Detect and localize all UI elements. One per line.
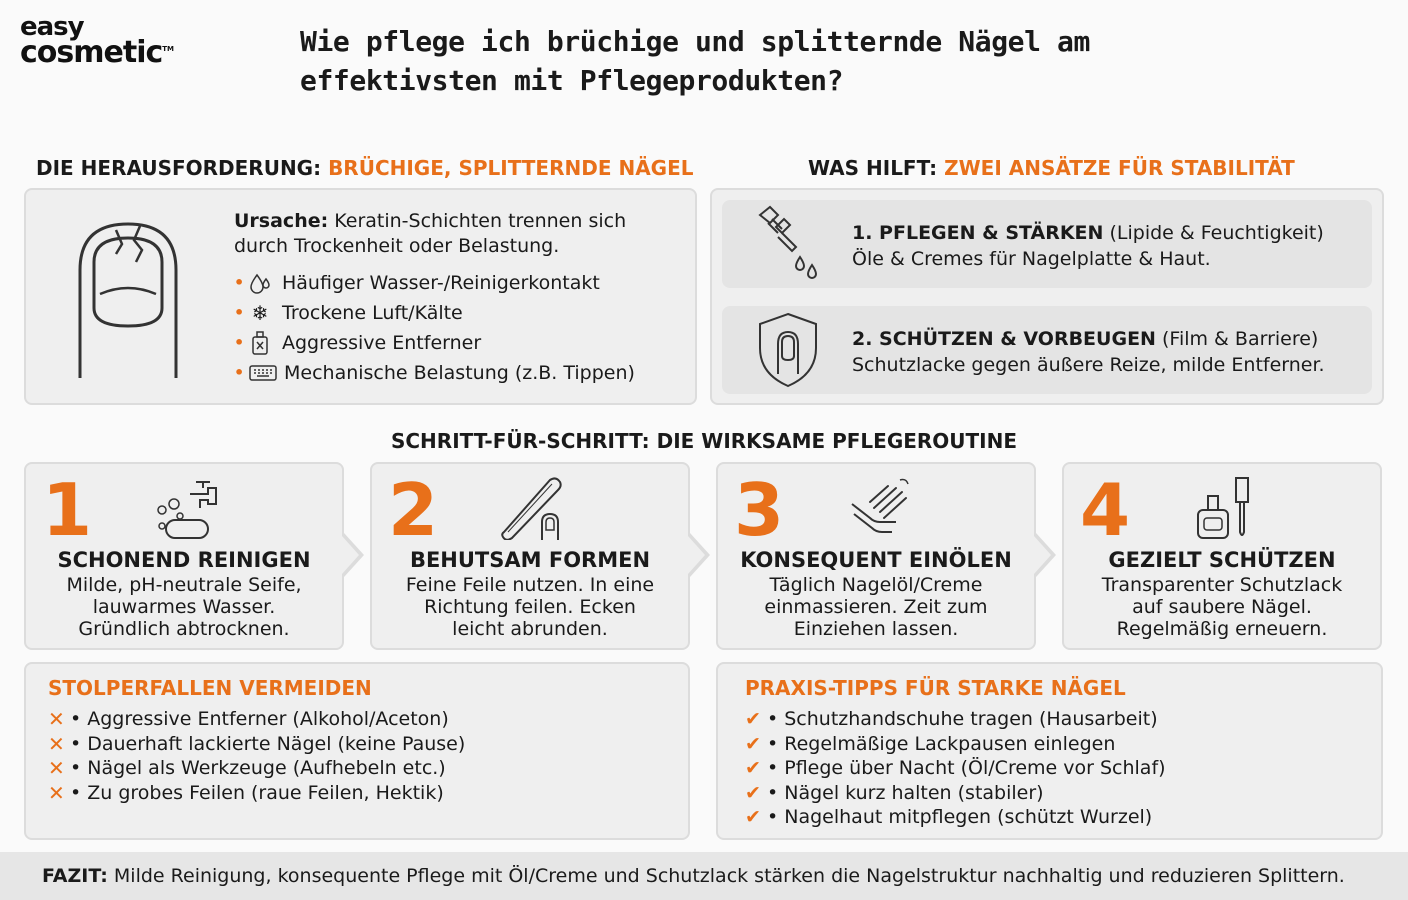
cause-item: • Häufiger Wasser-/Reinigerkontakt [234, 268, 635, 298]
routine-heading: SCHRITT-FÜR-SCHRITT: DIE WIRKSAME PFLEGEROUTINE [390, 429, 1018, 453]
cause-item: • ❄ Trockene Luft/Kälte [234, 298, 635, 328]
tips-heading: PRAXIS-TIPPS FÜR STARKE NÄGEL [745, 676, 1126, 700]
cause-text [234, 209, 674, 259]
challenge-heading-prefix: DIE HERAUSFORDERUNG: [36, 156, 329, 180]
challenge-heading [36, 156, 694, 180]
check-icon: ✔ [745, 708, 761, 730]
tip-item: ✔ • Regelmäßige Lackpausen einlegen [745, 732, 1116, 755]
cross-icon: ✕ [48, 731, 65, 756]
approach-care-title: 1. PFLEGEN & STÄRKEN [852, 222, 1104, 244]
snowflake-icon: ❄ [251, 301, 269, 325]
pitfalls-heading: STOLPERFALLEN VERMEIDEN [48, 676, 372, 700]
page-title: Wie pflege ich brüchige und splitternde Nägel am effektivsten mit Pflegeprodukten? [300, 25, 1090, 97]
hands-massage-icon [844, 474, 914, 540]
logo-line-1: easy [20, 12, 84, 42]
cause-label: Ursache: [234, 210, 329, 232]
step-card-2 [370, 462, 690, 650]
conclusion-text: Milde Reinigung, konsequente Pflege mit Öl/Creme und Schutzlack stärken die Nagelstruktur nachhaltig und reduzieren Splittern. [107, 865, 1345, 887]
cause-item-label: Aggressive Entferner [282, 332, 482, 354]
cause-item-label: Mechanische Belastung (z.B. Tippen) [284, 362, 635, 384]
approach-care-desc: Öle & Cremes für Nagelplatte & Haut. [852, 248, 1211, 270]
step-arrow [1036, 533, 1056, 577]
pitfall-item: ✕ • Aggressive Entferner (Alkohol/Aceton) [48, 707, 449, 731]
keyboard-icon [248, 361, 278, 385]
pitfall-item: ✕ • Nägel als Werkzeuge (Aufhebeln etc.) [48, 756, 446, 780]
step-number: 3 [734, 468, 785, 552]
broken-nail-icon [70, 210, 190, 380]
approach-protect-title: 2. SCHÜTZEN & VORBEUGEN [852, 328, 1156, 350]
check-icon: ✔ [745, 732, 761, 755]
help-heading-prefix: WAS HILFT: [808, 156, 945, 180]
shield-nail-icon [756, 312, 820, 388]
cross-icon: ✕ [48, 707, 65, 731]
cause-item-label: Häufiger Wasser-/Reinigerkontakt [282, 272, 600, 294]
help-heading [808, 156, 1295, 180]
cause-item-label: Trockene Luft/Kälte [282, 302, 463, 324]
check-icon: ✔ [745, 757, 761, 779]
cross-icon: ✕ [48, 780, 65, 805]
nail-polish-icon [1190, 474, 1260, 540]
step-card-1 [24, 462, 344, 650]
step-description: Täglich Nagelöl/Creme einmassieren. Zeit zum Einziehen lassen. [764, 574, 988, 640]
step-arrow [344, 533, 364, 577]
brand-logo [20, 12, 175, 70]
cause-item: • Mechanische Belastung (z.B. Tippen) [234, 358, 635, 388]
logo-tm: TM [162, 45, 175, 53]
remover-bottle-icon [248, 331, 272, 355]
logo-line-2: cosmetic [20, 35, 163, 70]
check-icon: ✔ [745, 781, 761, 804]
conclusion-label: FAZIT: [42, 865, 108, 887]
step-number: 1 [42, 468, 93, 552]
challenge-heading-accent: BRÜCHIGE, SPLITTERNDE NÄGEL [328, 156, 694, 180]
cross-icon: ✕ [48, 756, 65, 780]
tips-list [745, 707, 1166, 830]
pitfall-item: ✕ • Zu grobes Feilen (raue Feilen, Hektik) [48, 780, 444, 805]
step-number: 4 [1080, 468, 1131, 552]
cause-description: Keratin-Schichten trennen sich durch Trockenheit oder Belastung. [234, 210, 627, 257]
soap-faucet-icon [152, 474, 222, 540]
approach-protect-text [852, 326, 1325, 378]
dropper-icon [752, 205, 822, 283]
approach-care-text [852, 220, 1324, 272]
approach-protect-desc: Schutzlacke gegen äußere Reize, milde Entferner. [852, 354, 1325, 376]
step-arrow [690, 533, 710, 577]
nail-file-icon [498, 474, 568, 540]
pitfalls-list [48, 707, 465, 805]
conclusion-bar [0, 852, 1408, 900]
tip-item: ✔ • Pflege über Nacht (Öl/Creme vor Schlaf) [745, 757, 1166, 779]
check-icon: ✔ [745, 806, 761, 828]
tip-item: ✔ • Nagelhaut mitpflegen (schützt Wurzel) [745, 806, 1153, 828]
step-title: SCHONEND REINIGEN [57, 548, 311, 572]
step-description: Milde, pH-neutrale Seife, lauwarmes Wasser. Gründlich abtrocknen. [66, 574, 302, 640]
tip-item: ✔ • Nägel kurz halten (stabiler) [745, 781, 1044, 804]
approach-protect-subtitle: (Film & Barriere) [1155, 328, 1319, 350]
step-card-3 [716, 462, 1036, 650]
step-title: BEHUTSAM FORMEN [409, 548, 651, 572]
approach-care-subtitle: (Lipide & Feuchtigkeit) [1103, 222, 1324, 244]
pitfall-item: ✕ • Dauerhaft lackierte Nägel (keine Pause) [48, 731, 466, 756]
step-description: Feine Feile nutzen. In eine Richtung feilen. Ecken leicht abrunden. [405, 574, 655, 640]
help-heading-accent: ZWEI ANSÄTZE FÜR STABILITÄT [944, 156, 1295, 180]
step-title: GEZIELT SCHÜTZEN [1108, 548, 1336, 572]
cause-item: • Aggressive Entferner [234, 328, 635, 358]
step-description: Transparenter Schutzlack auf saubere Nägel. Regelmäßig erneuern. [1101, 574, 1343, 640]
step-title: KONSEQUENT EINÖLEN [740, 548, 1012, 572]
water-drops-icon [248, 271, 272, 295]
cause-list [234, 268, 635, 388]
tip-item: ✔ • Schutzhandschuhe tragen (Hausarbeit) [745, 708, 1158, 730]
step-card-4 [1062, 462, 1382, 650]
step-number: 2 [388, 468, 439, 552]
